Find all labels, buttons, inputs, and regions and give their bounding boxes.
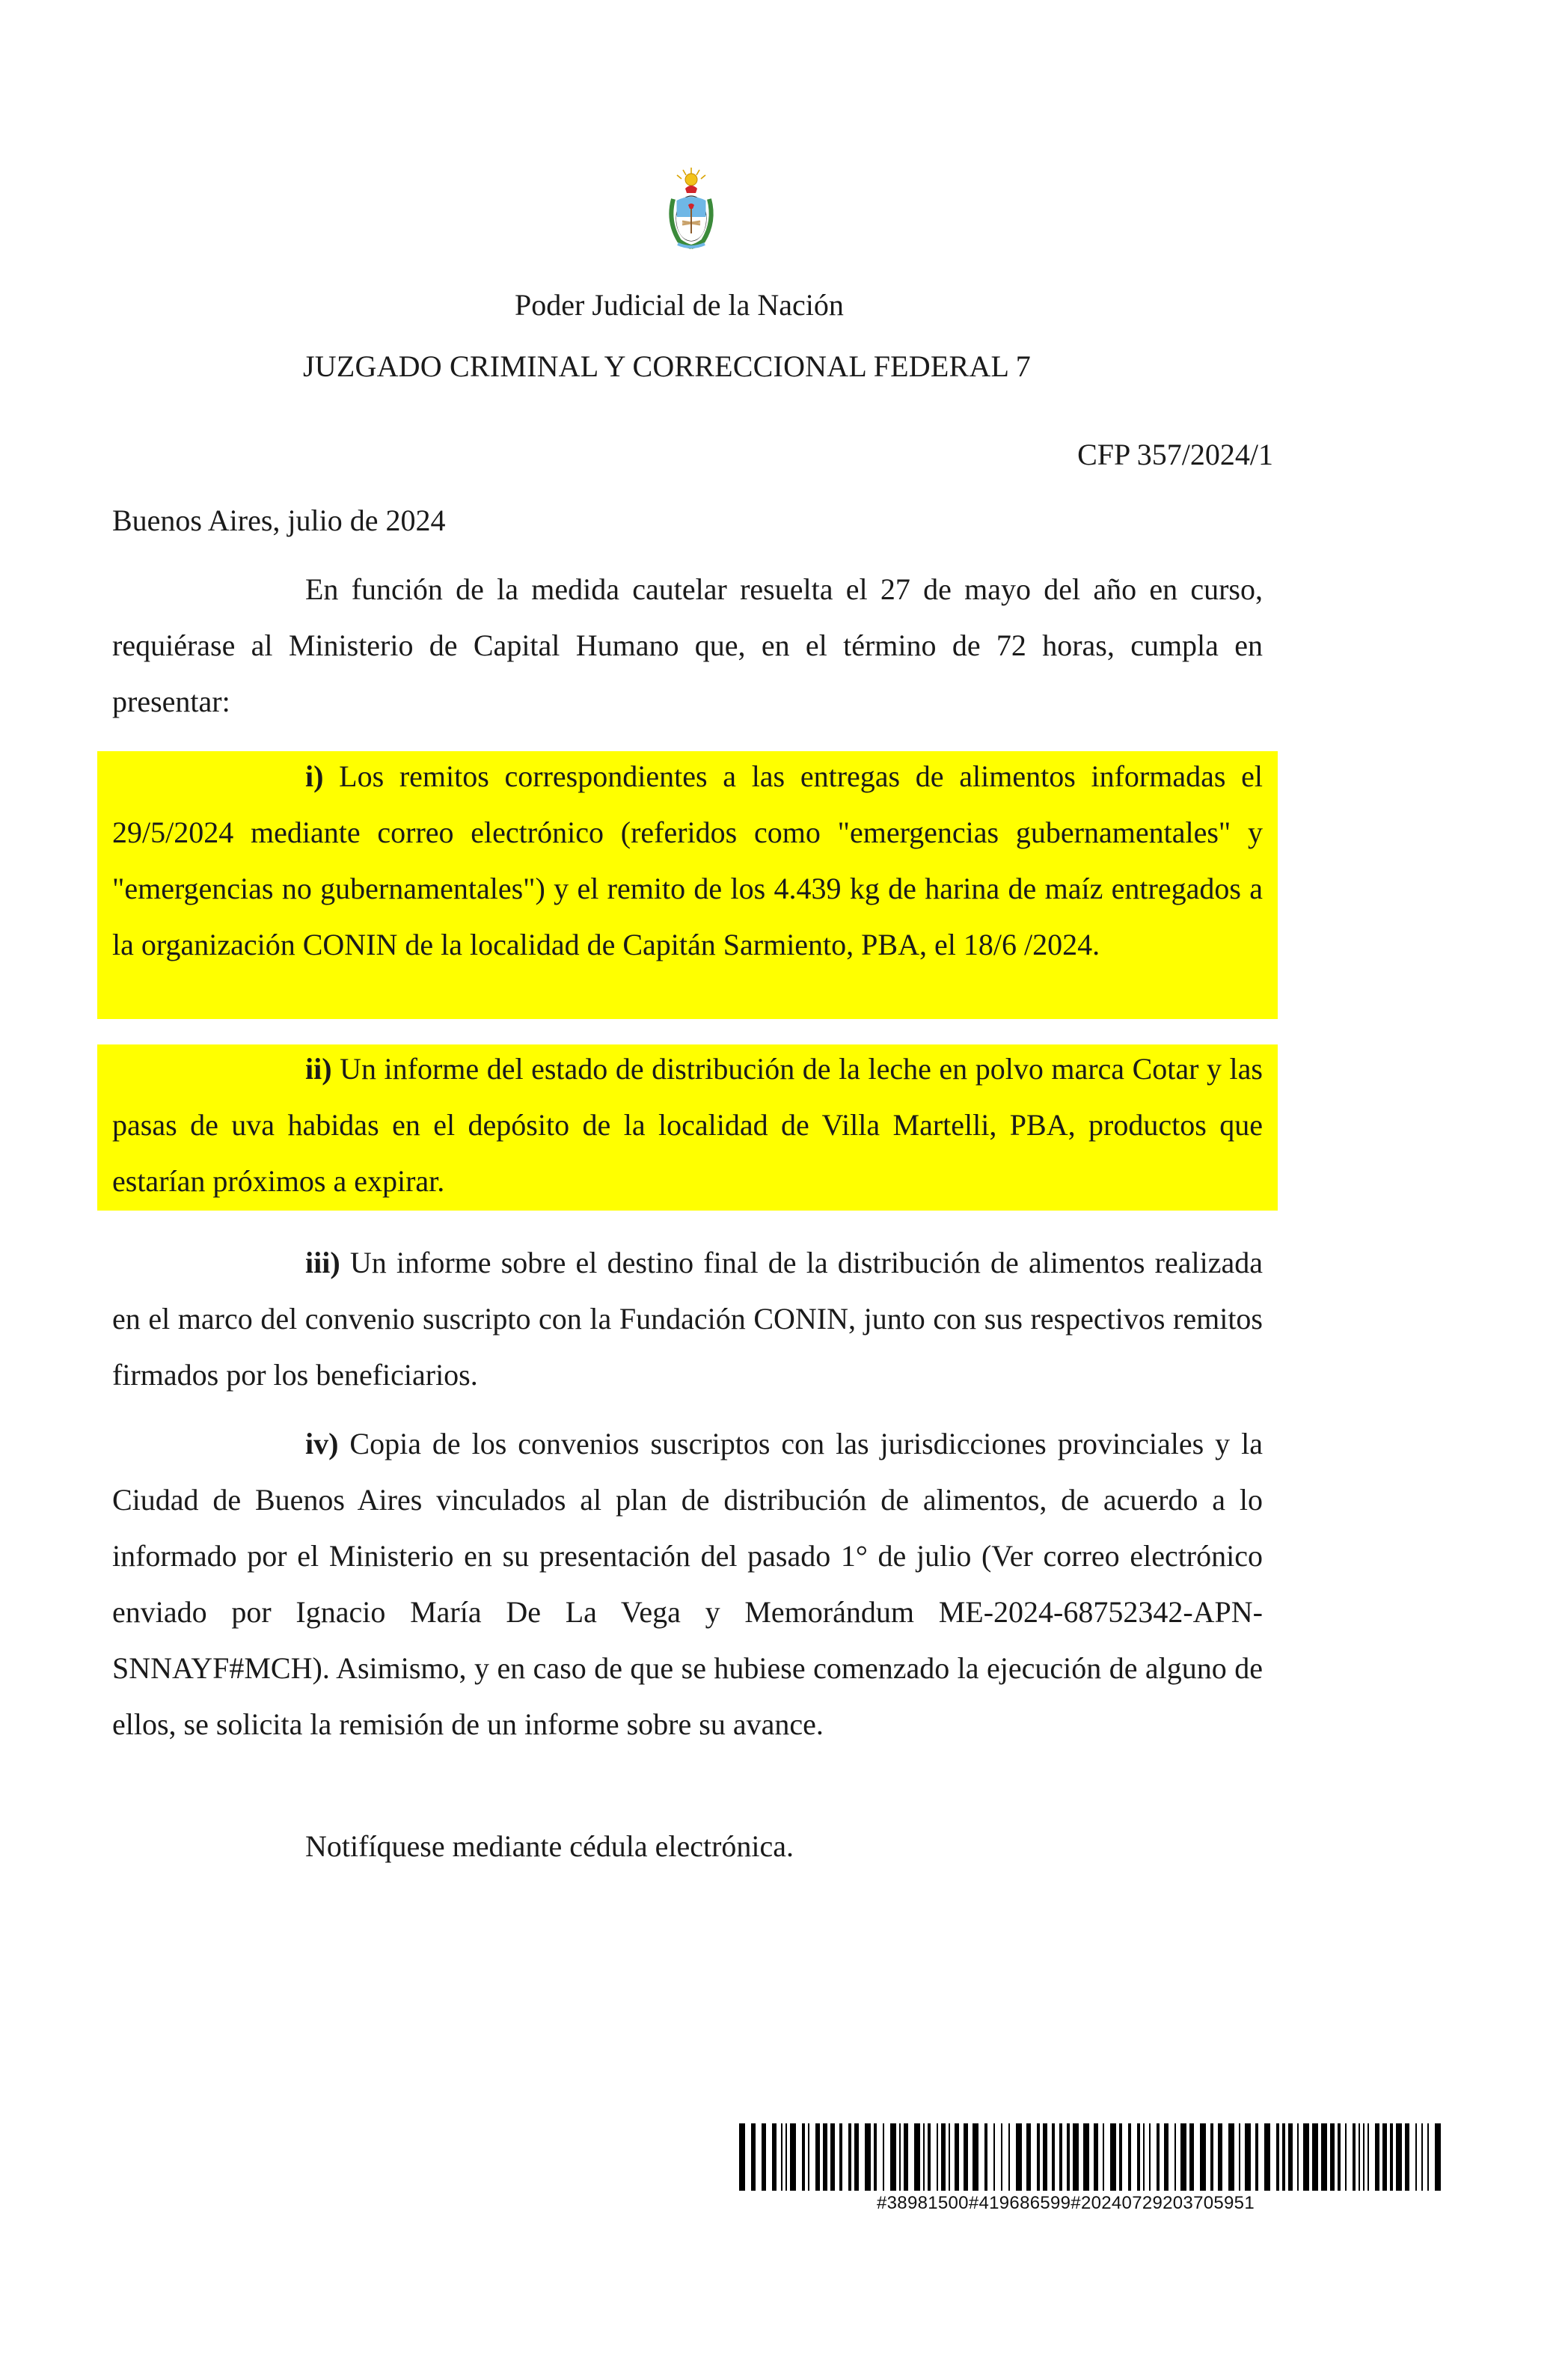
- barcode-bar: [1359, 2123, 1360, 2191]
- barcode-bar: [1037, 2123, 1040, 2191]
- barcode-bar: [1375, 2123, 1379, 2191]
- barcode-bar: [1180, 2123, 1186, 2191]
- barcode-bar: [1245, 2123, 1251, 2191]
- item-iv-paragraph: [112, 1416, 1263, 1752]
- barcode-bar: [785, 2123, 787, 2191]
- item-ii-paragraph: [112, 1041, 1263, 1209]
- barcode-bar: [1052, 2123, 1055, 2191]
- barcode-bar: [1073, 2123, 1079, 2191]
- barcode-bar: [1255, 2123, 1258, 2191]
- barcode-bar: [1288, 2123, 1293, 2191]
- barcode-bar: [1405, 2123, 1409, 2191]
- barcode-bar: [830, 2123, 835, 2191]
- barcode-bar: [1043, 2123, 1047, 2191]
- barcode-bar: [1149, 2123, 1151, 2191]
- barcode-bar: [839, 2123, 842, 2191]
- barcode-bar: [854, 2123, 859, 2191]
- item-iii-text: Un informe sobre el destino final de la distribución de alimentos realizada en el marco del convenio suscripto con la Fundación CONIN, junto con sus respectivos remitos firmados por los beneficiarios.: [112, 1246, 1263, 1392]
- barcode-bar: [1415, 2123, 1417, 2191]
- item-iii-label: iii): [305, 1246, 340, 1279]
- barcode-bar: [1321, 2123, 1327, 2191]
- item-ii: [112, 1041, 1263, 1209]
- barcode-bar: [1396, 2123, 1402, 2191]
- barcode-bar: [914, 2123, 920, 2191]
- item-iii-paragraph: [112, 1235, 1263, 1403]
- closing-text: Notifíquese mediante cédula electrónica.: [305, 1829, 794, 1863]
- barcode-bar: [1435, 2123, 1441, 2191]
- barcode-bar: [1210, 2123, 1213, 2191]
- barcode-bar: [1218, 2123, 1222, 2191]
- barcode-bar: [1345, 2123, 1347, 2191]
- barcode-bar: [964, 2123, 968, 2191]
- barcode-bar: [883, 2123, 884, 2191]
- item-iv: [112, 1416, 1263, 1752]
- barcode-bar: [1128, 2123, 1131, 2191]
- intro-paragraph: [112, 561, 1263, 729]
- barcode-bar: [790, 2123, 796, 2191]
- item-i-text: Los remitos correspondientes a las entregas de alimentos informadas el 29/5/2024 mediante correo electrónico (referidos como "emergencias gubernamentales" y "emergencias no gubernamentales") y el remito de los 4.439 kg de harina de maíz entregados a la organización CONIN de la localidad de Capitán Sarmiento, PBA, el 18/6 /2024.: [112, 759, 1263, 961]
- barcode-bar: [815, 2123, 820, 2191]
- barcode-bar: [928, 2123, 931, 2191]
- barcode-bar: [1276, 2123, 1279, 2191]
- barcode-bar: [1427, 2123, 1429, 2191]
- barcode-bar: [808, 2123, 809, 2191]
- barcode-bar: [923, 2123, 925, 2191]
- barcode-bar: [1083, 2123, 1089, 2191]
- barcode-text: #38981500#419686599#20240729203705951: [877, 2193, 1255, 2213]
- barcode-bar: [890, 2123, 896, 2191]
- barcode-bar: [993, 2123, 995, 2191]
- barcode-bar: [865, 2123, 871, 2191]
- barcode-bar: [1008, 2123, 1010, 2191]
- barcode-bar: [1174, 2123, 1176, 2191]
- barcode-bar: [937, 2123, 938, 2191]
- barcode-bar: [1338, 2123, 1341, 2191]
- barcode-bar: [772, 2123, 777, 2191]
- barcode-bar: [1164, 2123, 1169, 2191]
- barcode-bar: [1137, 2123, 1140, 2191]
- court-name: Poder Judicial de la Nación: [515, 288, 844, 322]
- barcode-bar: [1059, 2123, 1062, 2191]
- barcode-bar: [1353, 2123, 1356, 2191]
- barcode-bar: [1094, 2123, 1098, 2191]
- barcode-bar: [781, 2123, 782, 2191]
- barcode-bar: [973, 2123, 978, 2191]
- item-ii-text: Un informe del estado de distribución de la leche en polvo marca Cotar y las pasas de uva habidas en el depósito de la localidad de Villa Martelli, PBA, productos que estarían próximos a expirar.: [112, 1052, 1263, 1198]
- barcode-bar: [1390, 2123, 1393, 2191]
- intro-text: En función de la medida cautelar resuelta el 27 de mayo del año en curso, requiérase al Ministerio de Capital Humano que, en el término de 72 horas, cumpla en presentar:: [112, 572, 1263, 718]
- barcode-bar: [1264, 2123, 1270, 2191]
- case-number: CFP 357/2024/1: [1077, 438, 1273, 471]
- barcode-bar: [802, 2123, 805, 2191]
- barcode-bar: [941, 2123, 946, 2191]
- barcode-bar: [1282, 2123, 1285, 2191]
- barcode-bar: [874, 2123, 877, 2191]
- barcode-bar: [1001, 2123, 1002, 2191]
- item-iii: [112, 1235, 1263, 1403]
- barcode-bar: [949, 2123, 950, 2191]
- barcode-bar: [1157, 2123, 1160, 2191]
- barcode-bar: [739, 2123, 745, 2191]
- barcode-bar: [1421, 2123, 1423, 2191]
- barcode-bar: [1363, 2123, 1364, 2191]
- item-i-label: i): [305, 759, 324, 793]
- barcode-bar: [1110, 2123, 1116, 2191]
- barcode-bar: [1119, 2123, 1122, 2191]
- barcode-bar: [1382, 2123, 1387, 2191]
- closing: [112, 1818, 1263, 1874]
- barcode-bar: [955, 2123, 959, 2191]
- barcode-bar: [751, 2123, 756, 2191]
- barcode-bar: [1189, 2123, 1194, 2191]
- barcode-bar: [1228, 2123, 1234, 2191]
- place-date: Buenos Aires, julio de 2024: [112, 504, 446, 537]
- barcode-icon: [739, 2123, 1451, 2191]
- barcode-bar: [1239, 2123, 1240, 2191]
- argentina-coat-of-arms-icon: [663, 166, 720, 251]
- item-i: [112, 748, 1263, 973]
- barcode-bar: [1330, 2123, 1335, 2191]
- item-i-paragraph: [112, 748, 1263, 973]
- barcode-bar: [904, 2123, 908, 2191]
- barcode-bar: [1067, 2123, 1070, 2191]
- barcode-bar: [823, 2123, 827, 2191]
- barcode-bar: [1303, 2123, 1309, 2191]
- barcode-bar: [762, 2123, 766, 2191]
- barcode-bar: [1026, 2123, 1031, 2191]
- barcode-bar: [899, 2123, 901, 2191]
- barcode-bar: [848, 2123, 851, 2191]
- item-ii-label: ii): [305, 1052, 332, 1086]
- barcode-bar: [1143, 2123, 1145, 2191]
- barcode-bar: [1016, 2123, 1022, 2191]
- barcode-bar: [984, 2123, 987, 2191]
- barcode-bar: [1312, 2123, 1318, 2191]
- barcode-bar: [1200, 2123, 1206, 2191]
- item-iv-text: Copia de los convenios suscriptos con las jurisdicciones provinciales y la Ciudad de Buenos Aires vinculados al plan de distribución de alimentos, de acuerdo a lo informado por el Ministerio en su presentación del pasado 1° de julio (Ver correo electrónico enviado por Ignacio María De La Vega y Memorándum ME-2024-68752342-APN-SNNAYF#MCH). Asimismo, y en caso de que se hubiese comenzado la ejecución de alguno de ellos, se solicita la remisión de un informe sobre su avance.: [112, 1427, 1263, 1741]
- barcode-bar: [1367, 2123, 1369, 2191]
- barcode-bar: [1103, 2123, 1104, 2191]
- court-unit: JUZGADO CRIMINAL Y CORRECCIONAL FEDERAL 7: [303, 349, 1032, 383]
- barcode-bar: [1297, 2123, 1299, 2191]
- item-iv-label: iv): [305, 1427, 339, 1460]
